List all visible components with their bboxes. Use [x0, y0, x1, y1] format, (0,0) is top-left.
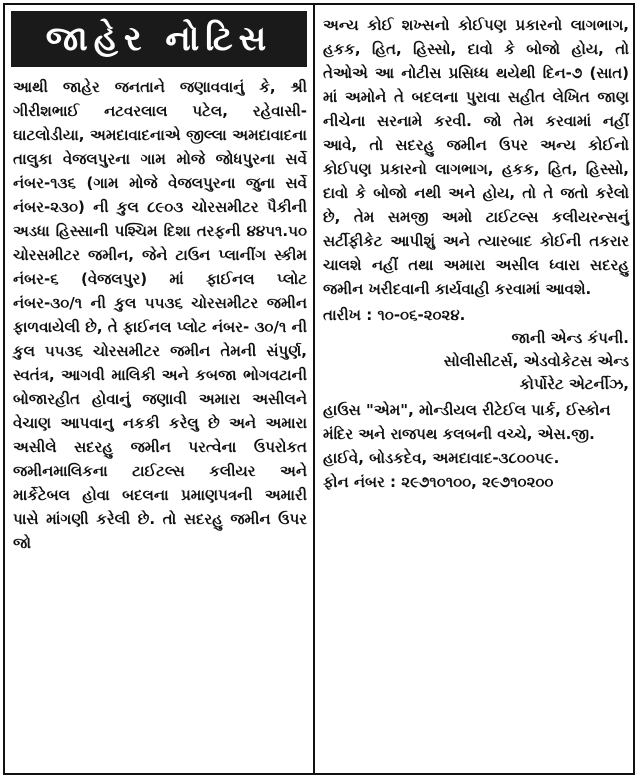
firm-phone: ફોન નંબર : ૨૯૭૧૦૧૦૦, ૨૯૭૧૦૨૦૦: [323, 473, 554, 491]
notice-date: તારીખ : ૧૦-૦૬-૨૦૨૪.: [323, 306, 466, 324]
notice-body-left: આથી જાહેર જનતાને જણાવવાનું કે, શ્રી ગીરીશભાઈ નટવરલાલ પટેલ, રહેવાસી-ઘાટલોડીયા, અમદાવાદનાએ જીલ્લા અમદાવાદના તાલુકા વેજલપુરના ગામ મોજે જોધપુરના સર્વે નંબર-૧૩૬ (ગામ મોજે વેજલપુરના જુના સર્વે નંબર-૨૩૦) ની કુલ ૮૯૦૩ ચોરસમીટર પૈકીની અડધા હિસ્સાની પશ્ચિમ દિશા તરફની ૪૪૫૧.૫૦ ચોરસમીટર જમીન, જેને ટાઉન પ્લાનીંગ સ્કીમ નંબર-૬ (વેજલપુર) માં ફાઈનલ પ્લોટ નંબર-૩૦/૧ ની કુલ ૫૫૩૬ ચોરસમીટર જમીન ફાળવાયેલી છે, તે ફાઈનલ પ્લોટ નંબર- ૩૦/૧ ની કુલ ૫૫૩૬ ચોરસમીટર જમીન તેમની સંપુર્ણ, સ્વતંત્ર, આગવી માલિકી અને કબજા ભોગવટાની બોજારહીત હોવાનું જણાવી અમારા અસીલને વેચાણ આપવાનુ નકકી કરેલુ છે અને અમારા અસીલે સદરહુ જમીન પરત્વેના ઉપરોકત જમીનમાલિકના ટાઈટલ્સ કલીયર અને માર્કેટેબલ હોવા બદલના પ્રમાણપત્રની અમારી પાસે માંગણી કરેલી છે. તો સદરહુ જમીન ઉપર જો: [13, 78, 307, 552]
public-notice: [3, 3, 635, 775]
left-column: [5, 5, 315, 773]
firm-name: જાની એન્ડ કંપની.: [511, 329, 629, 347]
notice-title: જાહેર નોટિસ: [11, 11, 307, 67]
right-column: [315, 5, 635, 773]
firm-address: હાઉસ "એમ", મોન્ડીયલ રીટેઈલ પાર્ક, ઈસ્કોન મંદિર અને રાજપથ કલબની વચ્ચે, એસ.જી. હાઈવે, બોડકદેવ, અમદાવાદ-૩૮૦૦૫૯.: [323, 401, 611, 467]
firm-title-line-2: કોર્પોરેટ એટર્નીઝ,: [519, 375, 629, 393]
notice-body-right: અન્ય કોઈ શખ્સનો કોઈપણ પ્રકારનો લાગભાગ, હકક, હિત, હિસ્સો, દાવો કે બોજો હોય, તો તેઓએ આ નોટીસ પ્રસિધ્ધ થયેથી દિન-૭ (સાત) માં અમોને તે બદલના પુરાવા સહીત લેખિત જાણ નીચેના સરનામે કરવી. જો તેમ કરવામાં નહીં આવે, તો સદરહુ જમીન ઉપર અન્ય કોઈનો કોઈપણ પ્રકારનો લાગભાગ, હકક, હિત, હિસ્સો, દાવો કે બોજો નથી અને હોય, તો તે જતો કરેલો છે, તેમ સમજી અમો ટાઈટલ્સ કલીયરન્સનું સર્ટીફીકેટ આપીશું અને ત્યારબાદ કોઈની તકરાર ચાલશે નહીં તથા અમારા અસીલ ધ્વારા સદરહુ જમીન ખરીદવાની કાર્યવાહી કરવામાં આવશે.: [323, 16, 629, 298]
firm-title-line-1: સોલીસીટર્સ, એડવોકેટસ એન્ડ: [443, 352, 629, 370]
